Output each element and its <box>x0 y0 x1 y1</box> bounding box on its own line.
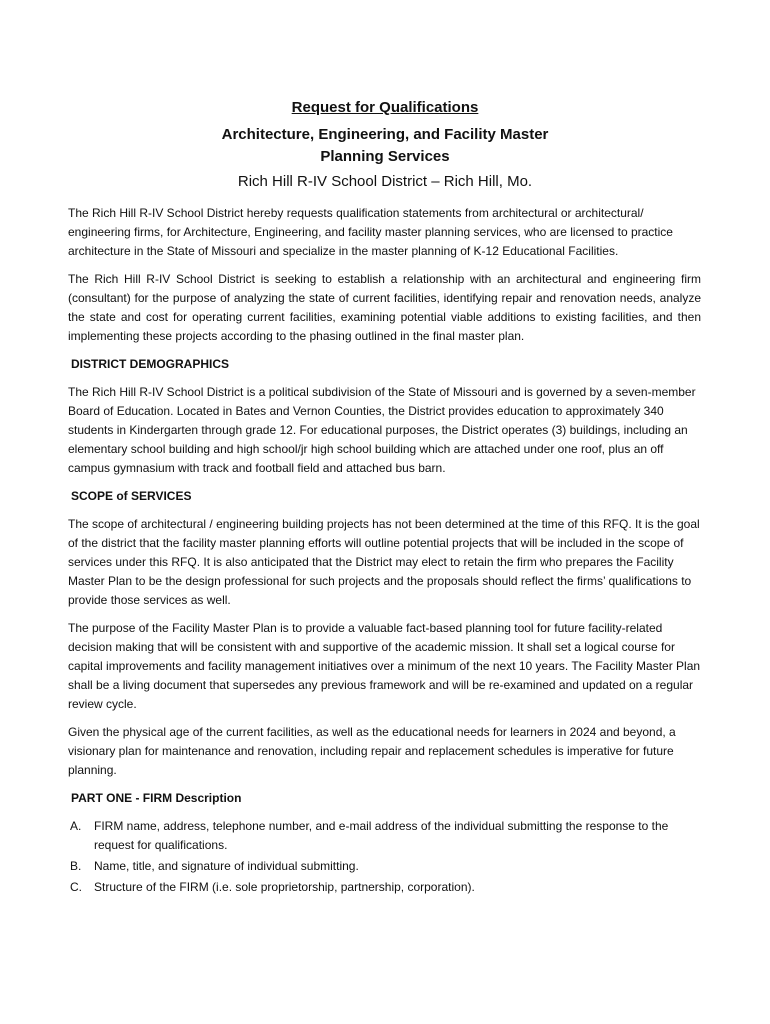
list-marker: C. <box>70 880 82 894</box>
scope-heading: SCOPE of SERVICES <box>71 489 192 503</box>
scope-paragraph-2: The purpose of the Facility Master Plan is to provide a valuable fact-based planning tool for future facility-related decision making that will be consistent with and supportive of the academic mission. It shall set a logical course for capital improvements and facility management initiatives over a minimum of the next 10 years. The Facility Master Plan shall be a living document that supersedes any previous framework and will be re-examined and updated on a regular review cycle. <box>68 621 701 711</box>
scope-paragraph-1: The scope of architectural / engineering building projects has not been determined at the time of this RFQ. It is the goal of the district that the facility master planning efforts will outline potential projects that will be included in the scope of services under this RFQ. It is also anticipated that the District may elect to retain the firm who prepares the Facility Master Plan to be the design professional for such projects and the proposals should reflect the firms’ qualifications to provide those services as well. <box>68 517 700 607</box>
document-title: Request for Qualifications <box>291 99 479 116</box>
part-one-list <box>68 817 701 897</box>
list-item <box>68 817 701 855</box>
document-subtitle-line1: Architecture, Engineering, and Facility Master <box>221 126 549 143</box>
demographics-paragraph: The Rich Hill R-IV School District is a political subdivision of the State of Missouri and is governed by a seven-member Board of Education. Located in Bates and Vernon Counties, the District provides education to approximately 340 students in Kindergarten through grade 12. For educational purposes, the District operates (3) buildings, including an elementary school building and high school/jr high school building which are attached under one roof, plus an off campus gymnasium with track and football field and attached bus barn. <box>68 385 696 475</box>
document-subtitle-line2: Planning Services <box>320 148 450 165</box>
district-line: Rich Hill R-IV School District – Rich Hill, Mo. <box>237 173 533 190</box>
part-one-heading: PART ONE - FIRM Description <box>71 791 242 805</box>
list-item <box>68 857 701 876</box>
list-item-text: FIRM name, address, telephone number, and e-mail address of the individual submitting the response to the request for qualifications. <box>94 819 669 852</box>
list-item-text: Structure of the FIRM (i.e. sole proprietorship, partnership, corporation). <box>94 880 475 894</box>
list-marker: B. <box>70 859 82 873</box>
demographics-heading: DISTRICT DEMOGRAPHICS <box>71 357 230 371</box>
document-body <box>68 204 701 899</box>
intro-paragraph-2: The Rich Hill R-IV School District is seeking to establish a relationship with an architectural and engineering firm (consultant) for the purpose of analyzing the state of current facilities, identifying repair and renovation needs, analyze the state and cost for operating current facilities, examining potential viable additions to existing facilities, and then implementing these projects according to the phasing outlined in the final master plan. <box>68 272 701 343</box>
scope-paragraph-3: Given the physical age of the current facilities, as well as the educational needs for learners in 2024 and beyond, a visionary plan for maintenance and renovation, including repair and replacement schedules is imperative for future planning. <box>68 725 676 777</box>
intro-paragraph-1: The Rich Hill R-IV School District hereby requests qualification statements from architectural or architectural/ engineering firms, for Architecture, Engineering, and facility master planning services, who are licensed to practice architecture in the State of Missouri and specialize in the master planning of K-12 Educational Facilities. <box>68 206 673 258</box>
list-item <box>68 878 701 897</box>
list-marker: A. <box>70 819 82 833</box>
list-item-text: Name, title, and signature of individual submitting. <box>94 859 359 873</box>
